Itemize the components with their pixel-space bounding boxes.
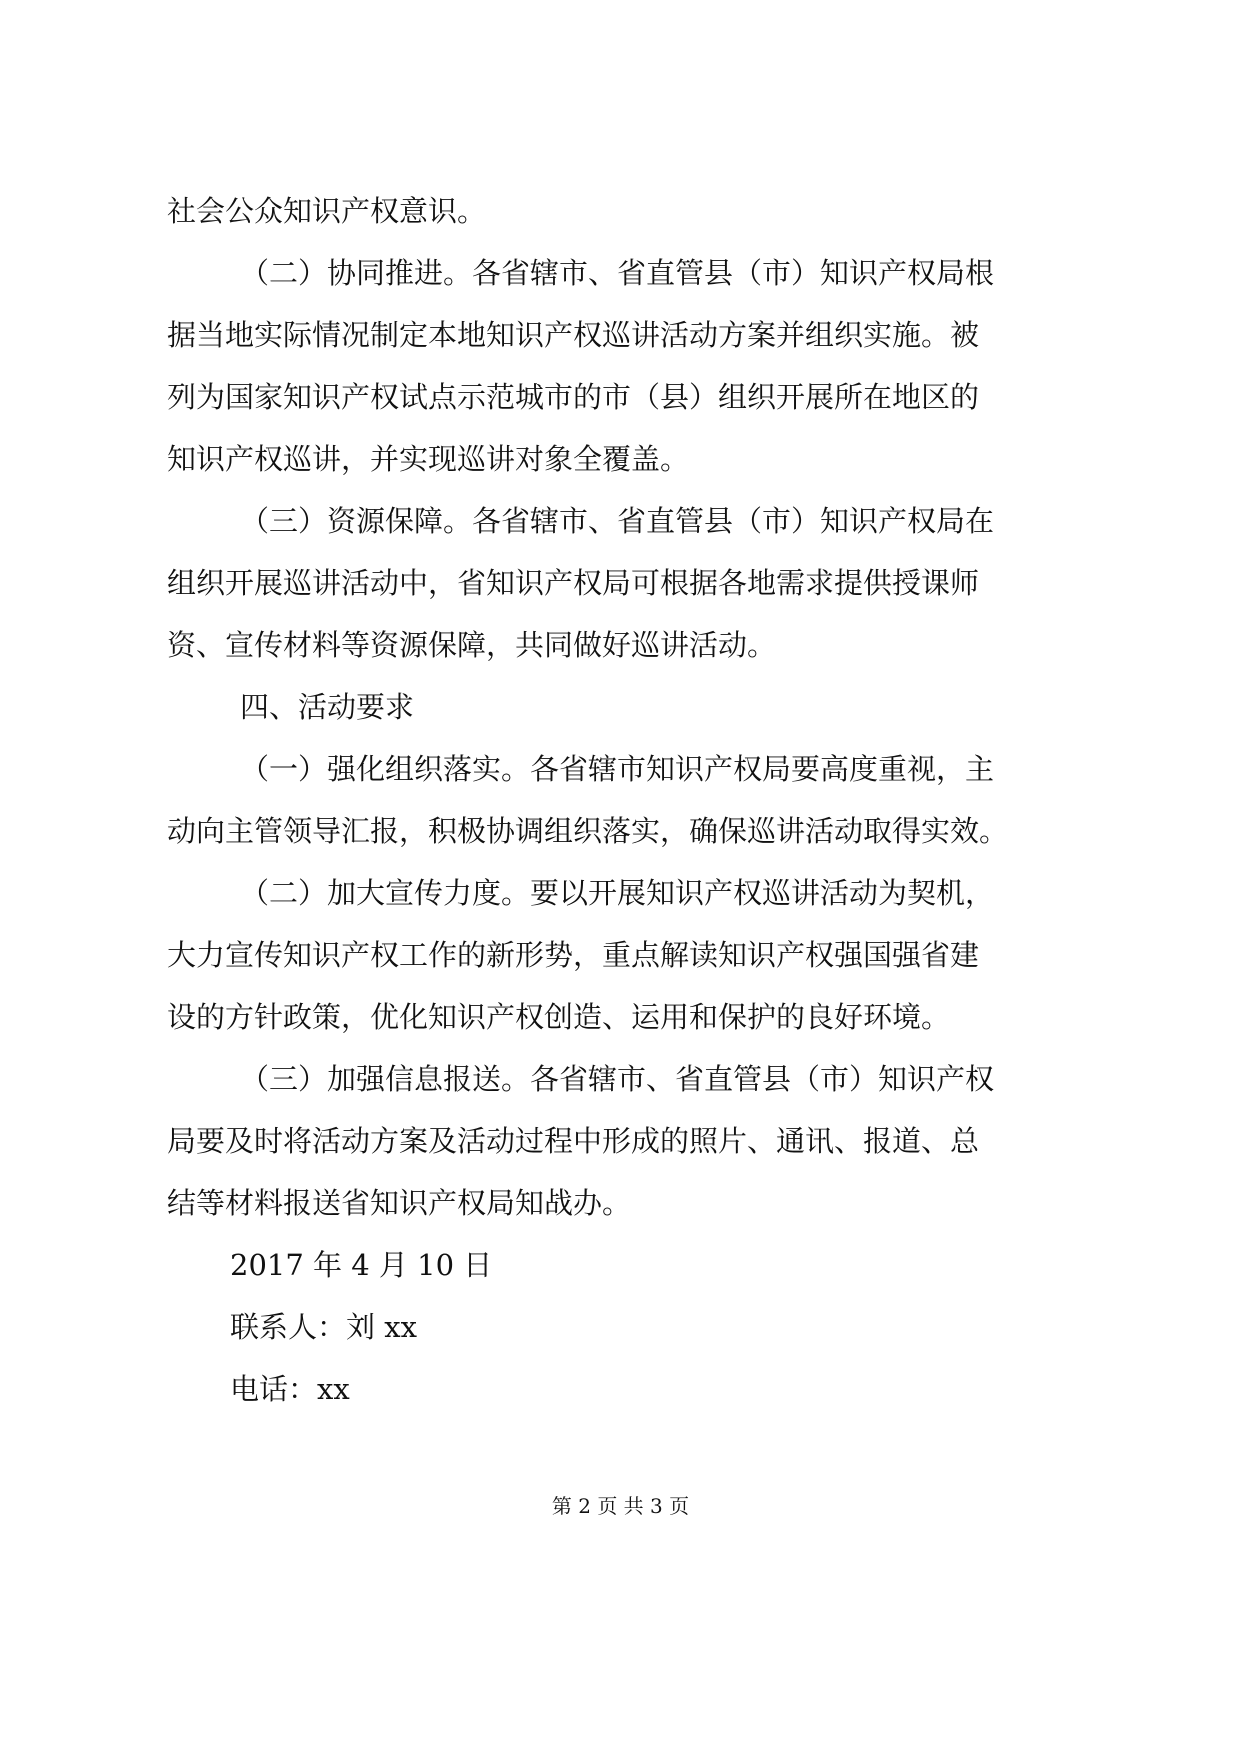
text-line: 局要及时将活动方案及活动过程中形成的照片、通讯、报道、总 [167,1124,980,1158]
text-line: （三）加强信息报送。各省辖市、省直管县（市）知识产权 [240,1062,995,1096]
page-number: 第 2 页 共 3 页 [551,1494,690,1518]
text-line: 资、宣传材料等资源保障，共同做好巡讲活动。 [167,628,777,662]
text-line: 列为国家知识产权试点示范城市的市（县）组织开展所在地区的 [167,380,980,414]
text-line: 社会公众知识产权意识。 [167,194,487,228]
text-line: （一）强化组织落实。各省辖市知识产权局要高度重视，主 [240,752,995,786]
section-heading: 四、活动要求 [240,690,415,724]
text-line: （二）协同推进。各省辖市、省直管县（市）知识产权局根 [240,256,995,290]
text-line: 大力宣传知识产权工作的新形势，重点解读知识产权强国强省建 [167,938,980,972]
text-line: （二）加大宣传力度。要以开展知识产权巡讲活动为契机， [240,876,995,910]
phone-line: 电话：xx [230,1372,350,1406]
date-line: 2017 年 4 月 10 日 [230,1248,493,1282]
text-line: 动向主管领导汇报，积极协调组织落实，确保巡讲活动取得实效。 [167,814,1009,848]
contact-line: 联系人：刘 xx [230,1310,417,1344]
text-line: 组织开展巡讲活动中，省知识产权局可根据各地需求提供授课师 [167,566,980,600]
text-line: 据当地实际情况制定本地知识产权巡讲活动方案并组织实施。被 [167,318,980,352]
text-line: 设的方针政策，优化知识产权创造、运用和保护的良好环境。 [167,1000,951,1034]
text-line: 知识产权巡讲，并实现巡讲对象全覆盖。 [167,442,690,476]
text-line: 结等材料报送省知识产权局知战办。 [167,1186,632,1220]
text-line: （三）资源保障。各省辖市、省直管县（市）知识产权局在 [240,504,995,538]
